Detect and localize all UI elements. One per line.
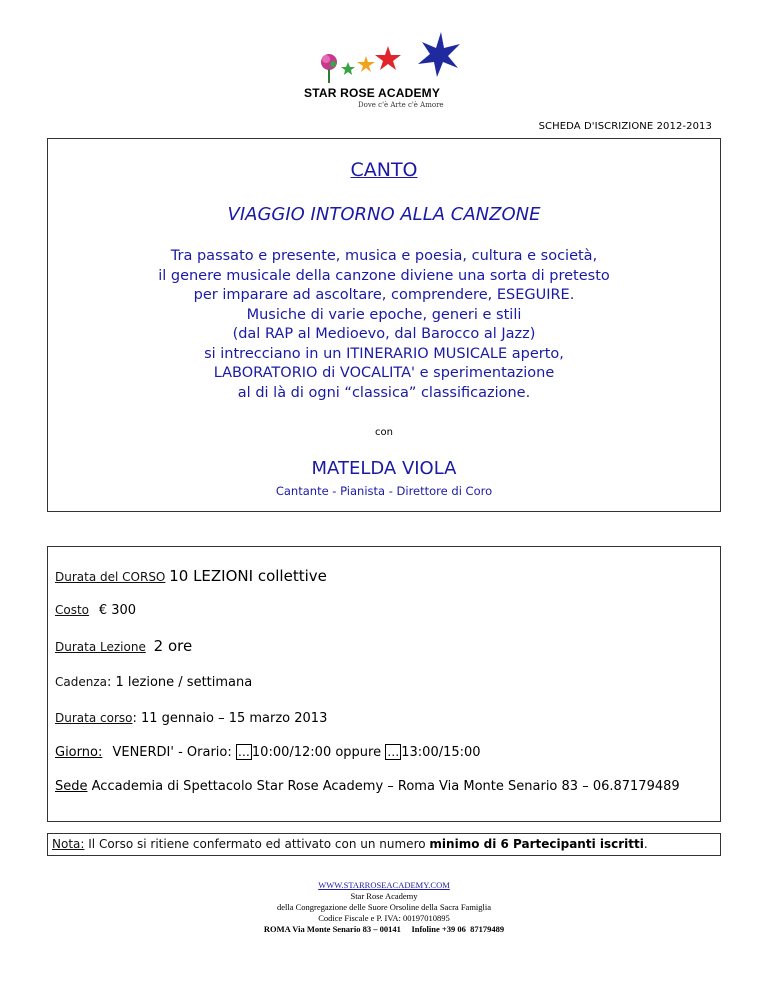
logo-tagline: Dove c'è Arte c'è Amore (358, 101, 444, 109)
costo-label: Costo (55, 603, 90, 617)
giorno-value: VENERDI' - Orario: (112, 745, 232, 760)
costo-row (55, 603, 136, 618)
description-line: al di là di ogni “classica” classificazione. (237, 384, 531, 401)
scheda-title: SCHEDA D'ISCRIZIONE 2012-2013 (538, 121, 712, 132)
giorno-label: Giorno: (55, 745, 103, 760)
course-title: CANTO (350, 159, 418, 181)
orario-option-1-checkbox[interactable]: … (237, 745, 250, 759)
logo-stars-icon (296, 32, 468, 92)
footer-line: Codice Fiscale e P. IVA: 00197010895 (318, 913, 450, 923)
cadenza-label: Cadenza (55, 675, 107, 689)
lezione-label: Durata Lezione (55, 640, 146, 654)
note-end: . (643, 837, 648, 851)
sede-row (55, 779, 680, 794)
course-description (48, 247, 720, 403)
sede-label: Sede (55, 779, 88, 794)
description-line: per imparare ad ascoltare, comprendere, ESEGUIRE. (193, 287, 575, 303)
note-box (47, 833, 721, 856)
orario-option-1-label: 10:00/12:00 oppure (251, 745, 382, 760)
course-box (47, 138, 721, 512)
costo-value: € 300 (98, 603, 137, 618)
con-label: con (375, 427, 393, 438)
description-line: si intrecciano in un ITINERARIO MUSICALE aperto, (204, 345, 564, 362)
footer-address: ROMA Via Monte Senario 83 – 00141 Infoline +39 06 87179489 (263, 924, 505, 934)
description-line: (dal RAP al Medioevo, dal Barocco al Jazz) (232, 326, 536, 342)
sede-value: Accademia di Spettacolo Star Rose Academy – Roma Via Monte Senario 83 – 06.87179489 (91, 779, 680, 794)
rose-icon (321, 54, 337, 83)
orario-option-2-checkbox[interactable]: … (387, 745, 400, 759)
durata-row (55, 567, 327, 585)
footer-line: Star Rose Academy (350, 891, 418, 901)
giorno-row (55, 744, 481, 760)
note-label: Nota: (52, 837, 85, 851)
durata-value: 10 LEZIONI collettive (169, 567, 327, 585)
corso-value: : 11 gennaio – 15 marzo 2013 (132, 711, 328, 726)
description-line: Musiche di varie epoche, generi e stili (246, 306, 522, 323)
logo (296, 32, 468, 114)
footer (0, 880, 768, 935)
corso-row (55, 711, 327, 726)
footer-line: della Congregazione delle Suore Orsoline della Sacra Famiglia (276, 902, 492, 912)
durata-label: Durata del CORSO (55, 570, 166, 584)
lezione-value: 2 ore (153, 637, 193, 655)
cadenza-value: : 1 lezione / settimana (107, 675, 253, 690)
note-bold: minimo di 6 Partecipanti iscritti (429, 837, 644, 851)
details-box (47, 546, 721, 822)
orario-option-2-label: 13:00/15:00 (401, 745, 481, 760)
lezione-row (55, 637, 192, 655)
cadenza-row (55, 675, 252, 690)
description-line: Tra passato e presente, musica e poesia, cultura e società, (170, 248, 598, 264)
description-line: il genere musicale della canzone diviene una sorta di pretesto (158, 267, 610, 284)
teacher-role: Cantante - Pianista - Direttore di Coro (275, 484, 493, 498)
course-subtitle: VIAGGIO INTORNO ALLA CANZONE (227, 204, 541, 225)
description-line: LABORATORIO di VOCALITA' e sperimentazione (213, 365, 555, 381)
teacher-name: MATELDA VIOLA (311, 458, 457, 479)
note-text: Il Corso si ritiene confermato ed attivato con un numero (88, 837, 426, 851)
logo-name: STAR ROSE ACADEMY (304, 86, 441, 100)
corso-label: Durata corso (55, 711, 133, 725)
website-link[interactable]: WWW.STARROSEACADEMY.COM (318, 880, 450, 890)
